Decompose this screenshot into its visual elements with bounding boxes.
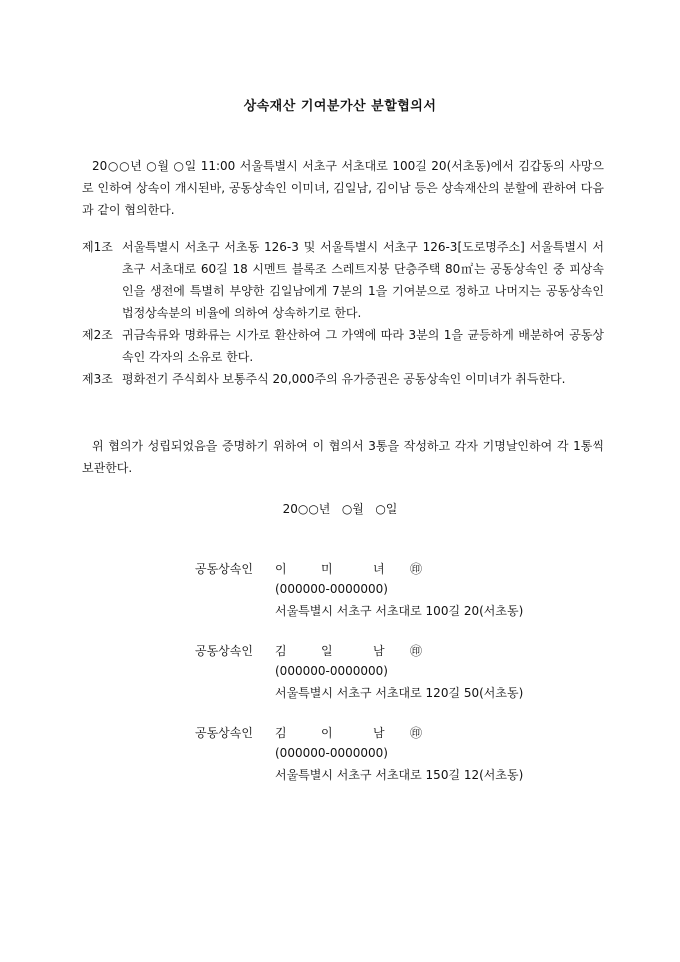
signer-name-char: 김 [275,644,287,658]
document-title: 상속재산 기여분가산 분할협의서 [243,99,437,114]
signer-name [275,560,435,580]
signer-name [275,724,435,744]
article-2 [82,324,604,368]
document-date: 20○○년 ○월 ○일 [282,502,398,516]
signers-block [195,560,595,806]
signer-role: 공동상속인 [195,562,253,576]
signer-name-char: 이 [321,726,333,740]
signer-name-char: 일 [321,644,333,658]
signer-address: 서울특별시 서초구 서초대로 120길 50(서초동) [275,686,524,700]
signer-name-char: 이 [275,562,287,576]
signer-role: 공동상속인 [195,726,253,740]
signer-address: 서울특별시 서초구 서초대로 100길 20(서초동) [275,604,524,618]
article-1-text: 서울특별시 서초구 서초동 126-3 및 서울특별시 서초구 126-3[도로명주소] 서울특별시 서초구 서초대로 60길 18 시멘트 블록조 스레트지붕 단층주택 80㎡는 공동상속인 중 피상속인을 생전에 특별히 부양한 김일남에게 7분의 1을 기여분으로 정하고 나머지는 공동상속인 법정상속분의 비율에 의하여 상속하기로 한다. [122,240,604,320]
signer-name-char: 김 [275,726,287,740]
signer-id-number: (000000-0000000) [275,582,388,596]
signer-id-number: (000000-0000000) [275,746,388,760]
article-1-number: 제1조 [82,240,113,254]
seal-mark: ㊞ [410,644,423,658]
article-3-number: 제3조 [82,372,113,386]
article-1 [82,236,604,324]
signer-name-char: 미 [321,562,333,576]
seal-mark: ㊞ [410,562,423,576]
signer-2 [195,642,595,724]
signer-name-char: 남 [373,644,385,658]
signer-1 [195,560,595,642]
article-2-number: 제2조 [82,328,113,342]
closing-paragraph: 위 협의가 성립되었음을 증명하기 위하여 이 협의서 3통을 작성하고 각자 기명날인하여 각 1통씩 보관한다. [82,439,604,475]
article-3 [82,368,604,390]
intro-paragraph: 20○○년 ○월 ○일 11:00 서울특별시 서초구 서초대로 100길 20(서초동)에서 김갑동의 사망으로 인하여 상속이 개시된바, 공동상속인 이미녀, 김일남, 김이남 등은 상속재산의 분할에 관하여 다음과 같이 협의한다. [82,159,604,217]
signer-role: 공동상속인 [195,644,253,658]
seal-mark: ㊞ [410,726,423,740]
signer-3 [195,724,595,806]
signer-id-number: (000000-0000000) [275,664,388,678]
signer-name [275,642,435,662]
signer-address: 서울특별시 서초구 서초대로 150길 12(서초동) [275,768,524,782]
articles-list [82,236,604,390]
signer-name-char: 남 [373,726,385,740]
article-2-text: 귀금속류와 명화류는 시가로 환산하여 그 가액에 따라 3분의 1을 균등하게 배분하여 공동상속인 각자의 소유로 한다. [122,328,604,364]
article-3-text: 평화전기 주식회사 보통주식 20,000주의 유가증권은 공동상속인 이미녀가 취득한다. [122,372,566,386]
signer-name-char: 녀 [373,562,385,576]
